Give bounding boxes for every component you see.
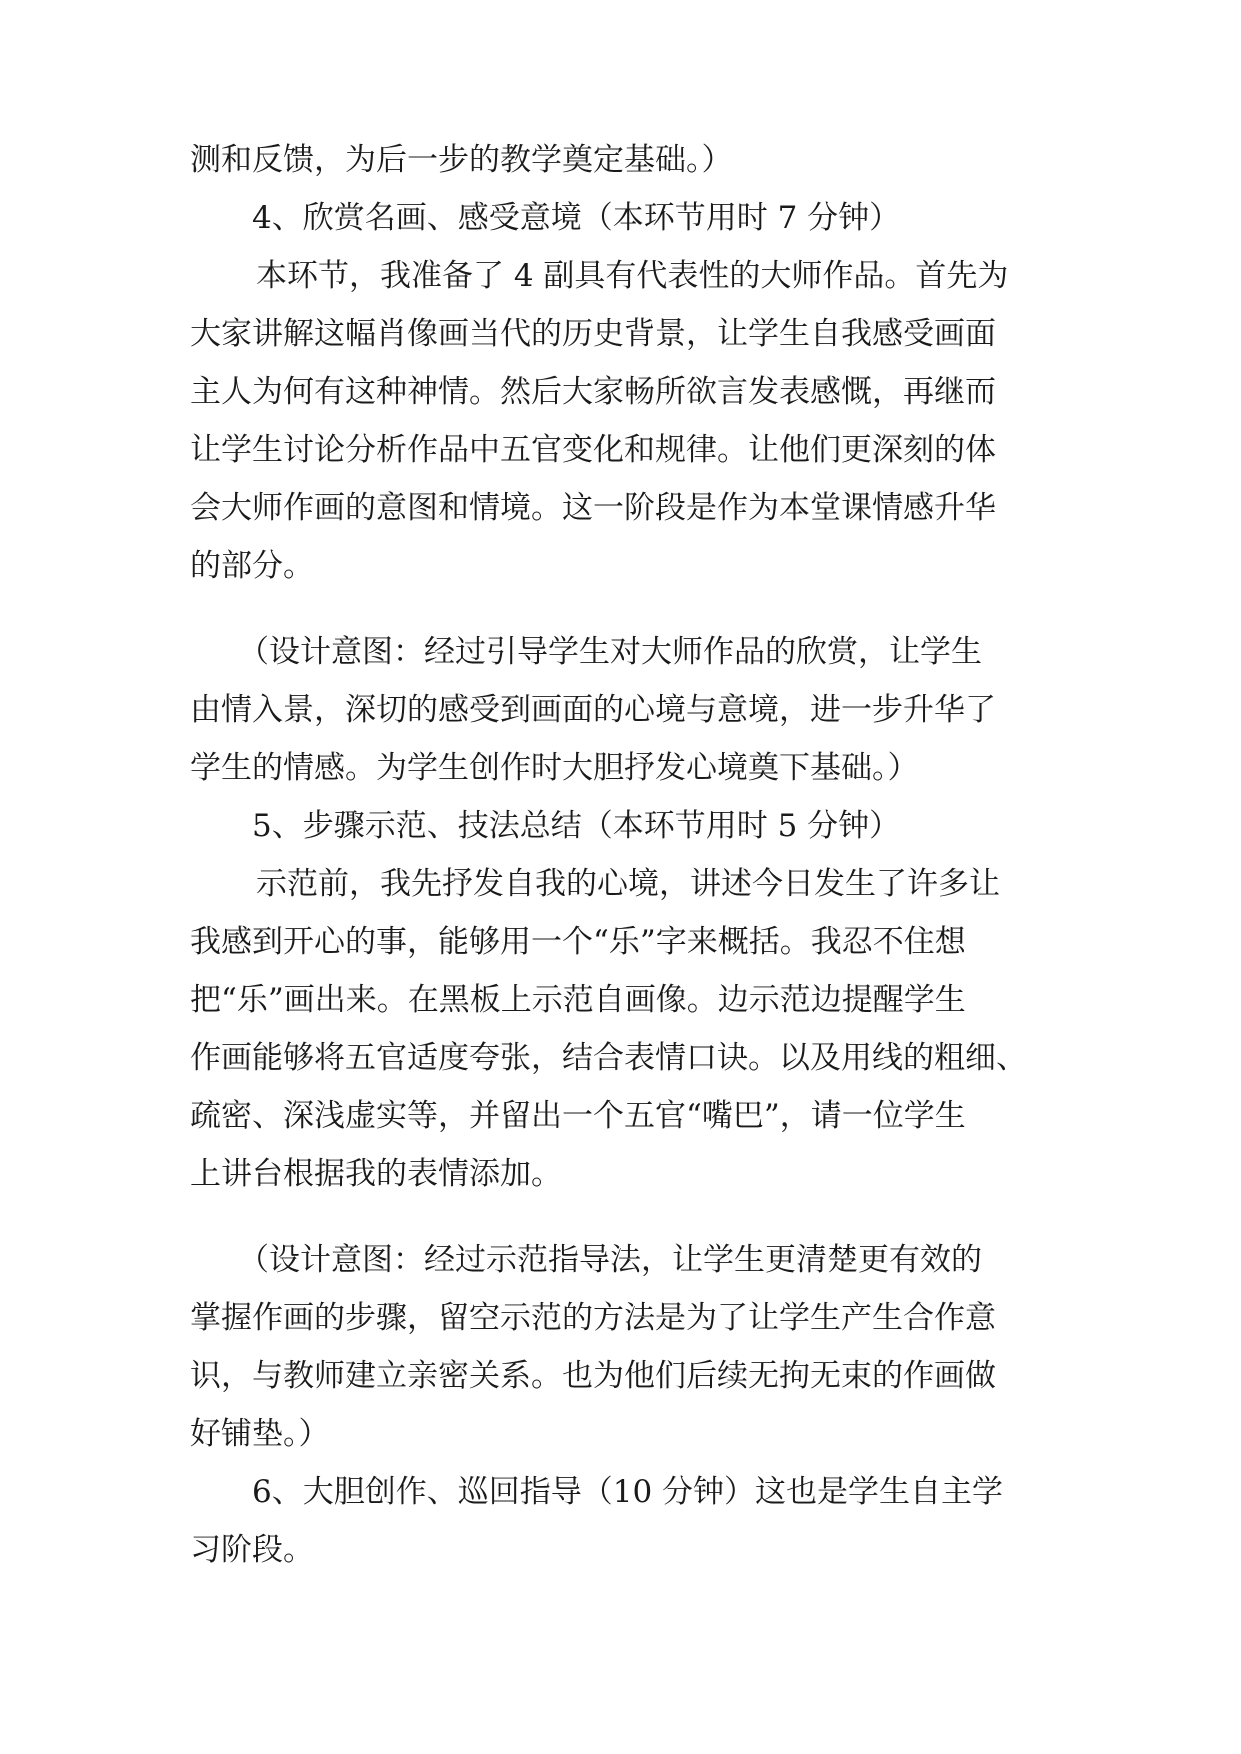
text-line: 主人为何有这种神情。然后大家畅所欲言发表感慨，再继而 <box>190 374 996 410</box>
text-line: 作画能够将五官适度夸张，结合表情口诀。以及用线的粗细、 <box>190 1040 1027 1076</box>
text-line: 我感到开心的事，能够用一个“乐”字来概括。我忍不住想 <box>190 924 966 960</box>
section-heading-5: 5、步骤示范、技法总结（本环节用时 5 分钟） <box>252 808 901 844</box>
text-line: 会大师作画的意图和情境。这一阶段是作为本堂课情感升华 <box>190 490 996 526</box>
text-line: 让学生讨论分析作品中五官变化和规律。让他们更深刻的体 <box>190 432 996 468</box>
text-line: 测和反馈，为后一步的教学奠定基础。） <box>190 142 733 178</box>
text-line: 上讲台根据我的表情添加。 <box>190 1156 562 1192</box>
text-line: （设计意图：经过示范指导法，让学生更清楚更有效的 <box>238 1242 982 1278</box>
text-line: 疏密、深浅虚实等，并留出一个五官“嘴巴”，请一位学生 <box>190 1098 966 1134</box>
text-line: 习阶段。 <box>190 1532 314 1568</box>
text-line: 由情入景，深切的感受到画面的心境与意境，进一步升华了 <box>190 692 996 728</box>
text-line: 的部分。 <box>190 548 314 584</box>
text-line: 学生的情感。为学生创作时大胆抒发心境奠下基础。） <box>190 750 919 786</box>
text-line: 识，与教师建立亲密关系。也为他们后续无拘无束的作画做 <box>190 1358 996 1394</box>
text-line: 示范前，我先抒发自我的心境，讲述今日发生了许多让 <box>256 866 1000 902</box>
text-line: 好铺垫。） <box>190 1416 330 1452</box>
section-heading-4: 4、欣赏名画、感受意境（本环节用时 7 分钟） <box>252 200 901 236</box>
section-heading-6: 6、大胆创作、巡回指导（10 分钟）这也是学生自主学 <box>252 1474 1004 1510</box>
text-line: 大家讲解这幅肖像画当代的历史背景，让学生自我感受画面 <box>190 316 996 352</box>
text-line: 本环节，我准备了 4 副具有代表性的大师作品。首先为 <box>256 258 1009 294</box>
text-line: （设计意图：经过引导学生对大师作品的欣赏，让学生 <box>238 634 982 670</box>
text-line: 掌握作画的步骤，留空示范的方法是为了让学生产生合作意 <box>190 1300 996 1336</box>
text-line: 把“乐”画出来。在黑板上示范自画像。边示范边提醒学生 <box>190 982 966 1018</box>
